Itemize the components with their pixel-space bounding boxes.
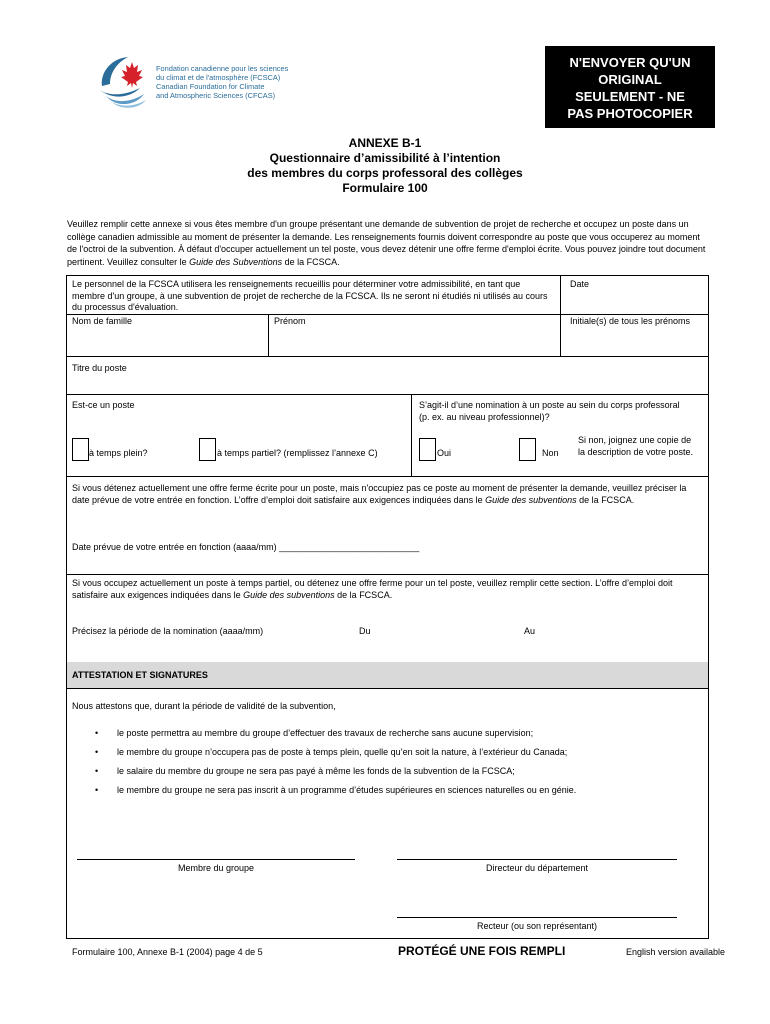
bullet-text: le membre du groupe n’occupera pas de poste à temps plein, quelle qu’en soit la nature, à l’extérieur du Canada; [117, 747, 568, 757]
to-date-field[interactable]: Au [524, 626, 536, 636]
yes-label: Oui [437, 448, 452, 458]
bullet-text: le poste permettra au membre du groupe d’effectuer des travaux de recherche sans aucune supervision; [117, 728, 534, 738]
guide-reference: Guide des subventions [485, 494, 577, 505]
footer-page-info: Formulaire 100, Annexe B-1 (2004) page 4 de 5 [72, 947, 263, 957]
privacy-note: Le personnel de la FCSCA utilisera les renseignements recueillis pour déterminer votre admissibilité, en tant que membre d'un groupe, à une subvention de projet de recherche de la FCSCA. Ils ne seront ni étudiés ni utilisés au cours du processus d'évaluation. [72, 279, 548, 312]
row-divider [67, 476, 708, 477]
notice-line: N'ENVOYER QU'UN [569, 55, 691, 70]
rector-signature-label: Recteur (ou son représentant) [476, 921, 598, 931]
original-only-notice [545, 46, 715, 128]
director-signature-label: Directeur du département [485, 863, 589, 873]
full-time-checkbox[interactable] [72, 438, 89, 461]
row-divider [67, 314, 708, 315]
full-time-label: à temps plein? [89, 448, 148, 458]
offer-instructions [72, 483, 692, 506]
director-signature-line[interactable] [397, 859, 677, 860]
title-line: ANNEXE B-1 [348, 136, 422, 150]
row-divider [67, 394, 708, 395]
logo-line: and Atmospheric Sciences (CFCAS) [156, 91, 276, 100]
first-name-label: Prénom [274, 316, 306, 326]
row-divider [67, 574, 708, 575]
from-date-field[interactable]: Du [359, 626, 371, 636]
part-time-instructions [72, 578, 697, 601]
title-line: des membres du corps professoral des collèges [247, 166, 523, 180]
bullet-icon: • [95, 728, 99, 738]
footer-protected-notice: PROTÉGÉ UNE FOIS REMPLI [398, 944, 566, 958]
title-line: Formulaire 100 [342, 181, 428, 195]
start-date-field[interactable]: Date prévue de votre entrée en fonction (aaaa/mm) ____________________________ [72, 542, 420, 552]
job-description-note: Si non, joignez une copie de la description de votre poste. [578, 435, 694, 457]
attestation-heading: ATTESTATION ET SIGNATURES [72, 670, 208, 680]
last-name-label: Nom de famille [72, 316, 133, 326]
col-divider [560, 276, 561, 356]
faculty-question: S’agit-il d’une nomination à un poste au sein du corps professoral (p. ex. au niveau professionnel)? [419, 400, 680, 422]
footer-english-version[interactable]: English version available [626, 947, 726, 957]
logo-line: du climat et de l'atmosphère (FCSCA) [156, 73, 281, 82]
title-line: Questionnaire d’amissibilité à l’intention [269, 151, 501, 165]
guide-reference: Guide des subventions [243, 589, 335, 600]
initials-label: Initiale(s) de tous les prénoms [570, 316, 691, 326]
bullet-icon: • [95, 785, 99, 795]
part-time-checkbox[interactable] [199, 438, 216, 461]
row-divider [67, 356, 708, 357]
col-divider [268, 314, 269, 356]
notice-line: PAS PHOTOCOPIER [567, 106, 693, 121]
col-divider [411, 394, 412, 476]
part-time-text-end: de la FCSCA. [334, 589, 393, 600]
logo-wordmark [156, 64, 306, 100]
document-title [0, 136, 770, 196]
logo-line: Fondation canadienne pour les sciences [156, 64, 289, 73]
logo-line: Canadian Foundation for Climate [156, 82, 265, 91]
intro-paragraph [67, 218, 707, 268]
maple-leaf-globe-icon [96, 52, 156, 110]
bullet-icon: • [95, 766, 99, 776]
notice-line: SEULEMENT - NE [575, 89, 685, 104]
guide-reference: Guide des Subventions [189, 256, 283, 267]
intro-text-end: de la FCSCA. [282, 256, 340, 267]
no-checkbox[interactable] [519, 438, 536, 461]
part-time-label: à temps partiel? (remplissez l’annexe C) [217, 448, 378, 458]
eligibility-form [66, 275, 709, 939]
bullet-icon: • [95, 747, 99, 757]
yes-checkbox[interactable] [419, 438, 436, 461]
notice-line: ORIGINAL [598, 72, 662, 87]
offer-text: Si vous détenez actuellement une offre ferme écrite pour un poste, mais n'occupiez pas ce poste au moment de présenter la demande, veuillez préciser la date prévue de votre entrée en fonction. L’offre d’emploi doit satisfaire aux exigences indiquées dans le [72, 483, 687, 505]
no-label: Non [542, 448, 559, 458]
job-title-label: Titre du poste [72, 363, 127, 373]
date-label: Date [570, 279, 590, 289]
member-signature-line[interactable] [77, 859, 355, 860]
offer-text-end: de la FCSCA. [576, 494, 635, 505]
member-signature-label: Membre du groupe [177, 863, 255, 873]
rector-signature-line[interactable] [397, 917, 677, 918]
bullet-text: le salaire du membre du groupe ne sera pas payé à même les fonds de la subvention de la FCSCA; [117, 766, 515, 776]
appointment-period-label: Précisez la période de la nomination (aaaa/mm) [72, 626, 264, 636]
bullet-text: le membre du groupe ne sera pas inscrit à un programme d’études supérieures en sciences naturelles ou en génie. [117, 785, 577, 795]
part-time-text: Si vous occupez actuellement un poste à temps partiel, ou détenez une offre ferme pour un tel poste, veuillez remplir cette section. L’offre d’emploi doit satisfaire aux exigences indiquées dans le [72, 578, 673, 600]
intro-text: Veuillez remplir cette annexe si vous êtes membre d'un groupe présentant une demande de subvention de projet de recherche et occupez un poste dans un collège canadien admissible au moment de présenter la demande. Les renseignements fournis doivent correspondre au poste que vous occuperez au moment de l'octroi de la subvention. À défaut d'occuper actuellement un tel poste, vous devez détenir une offre ferme d'emploi écrite. Vous pouvez joindre tout document pertinent. Veuillez consulter le [67, 219, 706, 267]
row-divider [67, 688, 708, 689]
position-question: Est-ce un poste [72, 400, 135, 410]
attestation-intro: Nous attestons que, durant la période de validité de la subvention, [72, 701, 336, 711]
cfcas-logo [96, 52, 296, 110]
